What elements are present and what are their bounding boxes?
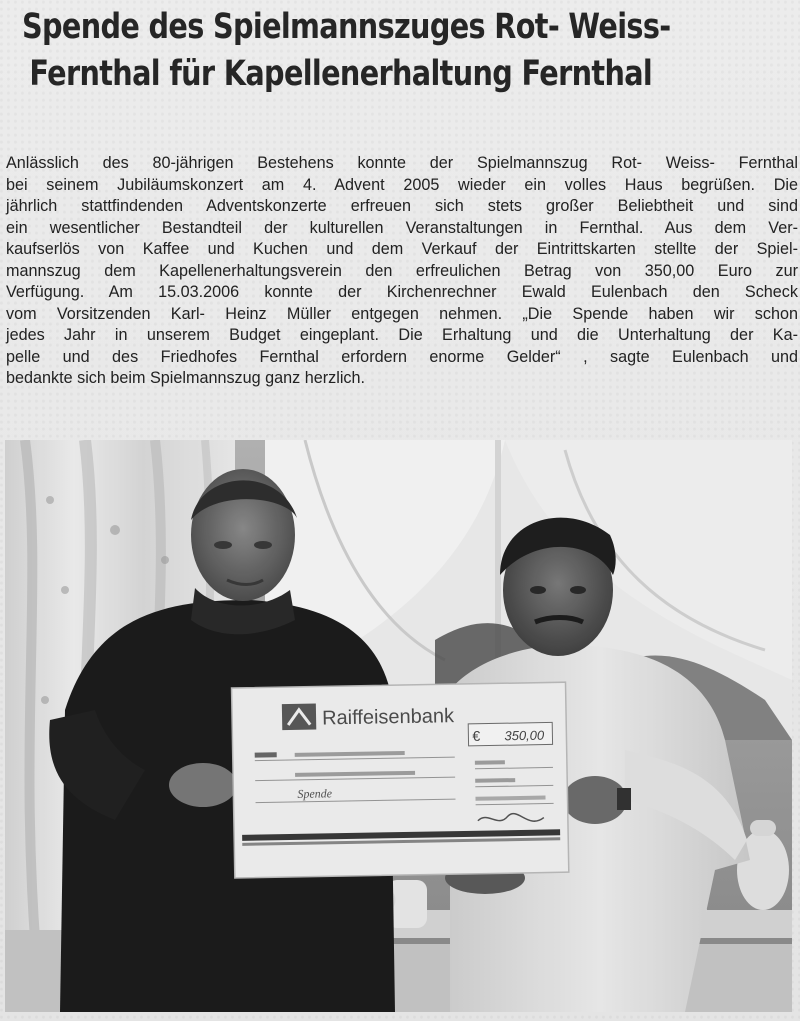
cheque-currency: € [472, 727, 481, 744]
article-photo [5, 440, 792, 1012]
cheque-purpose: Spende [297, 786, 333, 801]
article-line: jedes Jahr in unserem Budget eingeplant. Die Erhaltung und die Unterhaltung der Ka- [6, 326, 798, 344]
article-line: bedankte sich beim Spielmannszug ganz herzlich. [6, 369, 366, 387]
article-line: pelle und des Friedhofes Fernthal erfordern enorme Gelder“ , sagte Eulenbach und [6, 347, 798, 366]
article-line: jährlich stattfindenden Adventskonzerte erfreuen sich stets großer Beliebtheit und sind [6, 197, 798, 215]
article-line: vom Vorsitzenden Karl- Heinz Müller entgegen nehmen. „Die Spende haben wir schon [6, 304, 798, 323]
article-headline [22, 4, 671, 98]
headline-line-1: Spende des Spielmannszuges Rot- Weiss- [22, 7, 671, 47]
cheque-bank-name: Raiffeisenbank [321, 705, 455, 730]
cheque-amount: 350,00 [504, 727, 545, 744]
article-line: Verfügung. Am 15.03.2006 konnte der Kirchenrechner Ewald Eulenbach den Scheck [6, 283, 798, 301]
article-line: mannszug dem Kapellenerhaltungsverein den erfreulichen Betrag von 350,00 Euro zur [6, 261, 798, 280]
article-line: Anlässlich des 80-jährigen Bestehens konnte der Spielmannszug Rot- Weiss- Fernthal [6, 154, 798, 172]
headline-line-2: Fernthal für Kapellenerhaltung Fernthal [29, 54, 653, 94]
article-body [6, 153, 798, 390]
article-line: ein wesentlicher Bestandteil der kulturellen Veranstaltungen in Fernthal. Aus dem Ver- [6, 218, 798, 237]
article-line: bei seinem Jubiläumskonzert am 4. Advent 2005 wieder ein volles Haus begrüßen. Die [6, 175, 798, 194]
article-line: kaufserlös von Kaffee und Kuchen und dem Verkauf der Eintrittskarten stellte der Spiel- [6, 240, 798, 258]
